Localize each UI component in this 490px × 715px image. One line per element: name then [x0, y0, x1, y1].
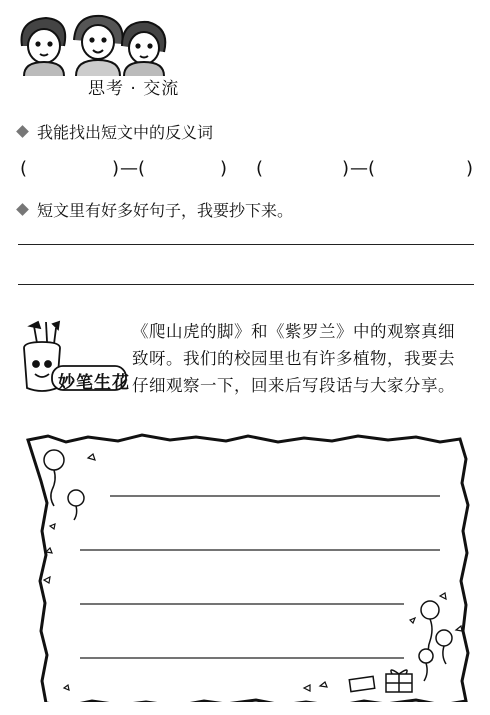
question-antonyms-text: 我能找出短文中的反义词: [37, 123, 214, 142]
diamond-bullet-icon: [16, 125, 29, 138]
blank-2-open: (: [138, 158, 146, 179]
activity-line-3: 仔细观察一下，回来后写段话与大家分享。: [132, 376, 455, 395]
activity-prompt: [132, 318, 480, 399]
blank-2-close: ): [220, 158, 228, 179]
writing-frame: [20, 430, 476, 702]
blank-4-close: ): [466, 158, 474, 179]
blank-3-open: (: [256, 158, 264, 179]
activity-line-1: 《爬山虎的脚》和《紫罗兰》中的观察真细: [132, 322, 455, 341]
antonym-blanks: [20, 158, 480, 184]
children-illustration: [10, 6, 170, 76]
badge-label: 妙笔生花: [58, 373, 130, 393]
question-sentences: [18, 198, 293, 221]
activity-line-2: 致呀。我们的校园里也有许多植物，我要去: [132, 349, 455, 368]
question-antonyms: [18, 120, 213, 143]
balloon-icon: [419, 601, 452, 681]
pair-2-dash: —: [350, 158, 368, 179]
copy-line-2[interactable]: [18, 284, 474, 285]
balloon-icon: [44, 450, 84, 520]
question-sentences-text: 短文里有好多好句子，我要抄下来。: [37, 201, 294, 220]
blank-1-open: (: [20, 158, 28, 179]
blank-1-close: ): [112, 158, 120, 179]
blank-3-close: ): [342, 158, 350, 179]
section-title: 思考 · 交流: [88, 79, 180, 99]
gift-icon: [349, 670, 412, 692]
diamond-bullet-icon: [16, 203, 29, 216]
copy-line-1[interactable]: [18, 244, 474, 245]
blank-4-open: (: [368, 158, 376, 179]
pair-1-dash: —: [120, 158, 138, 179]
